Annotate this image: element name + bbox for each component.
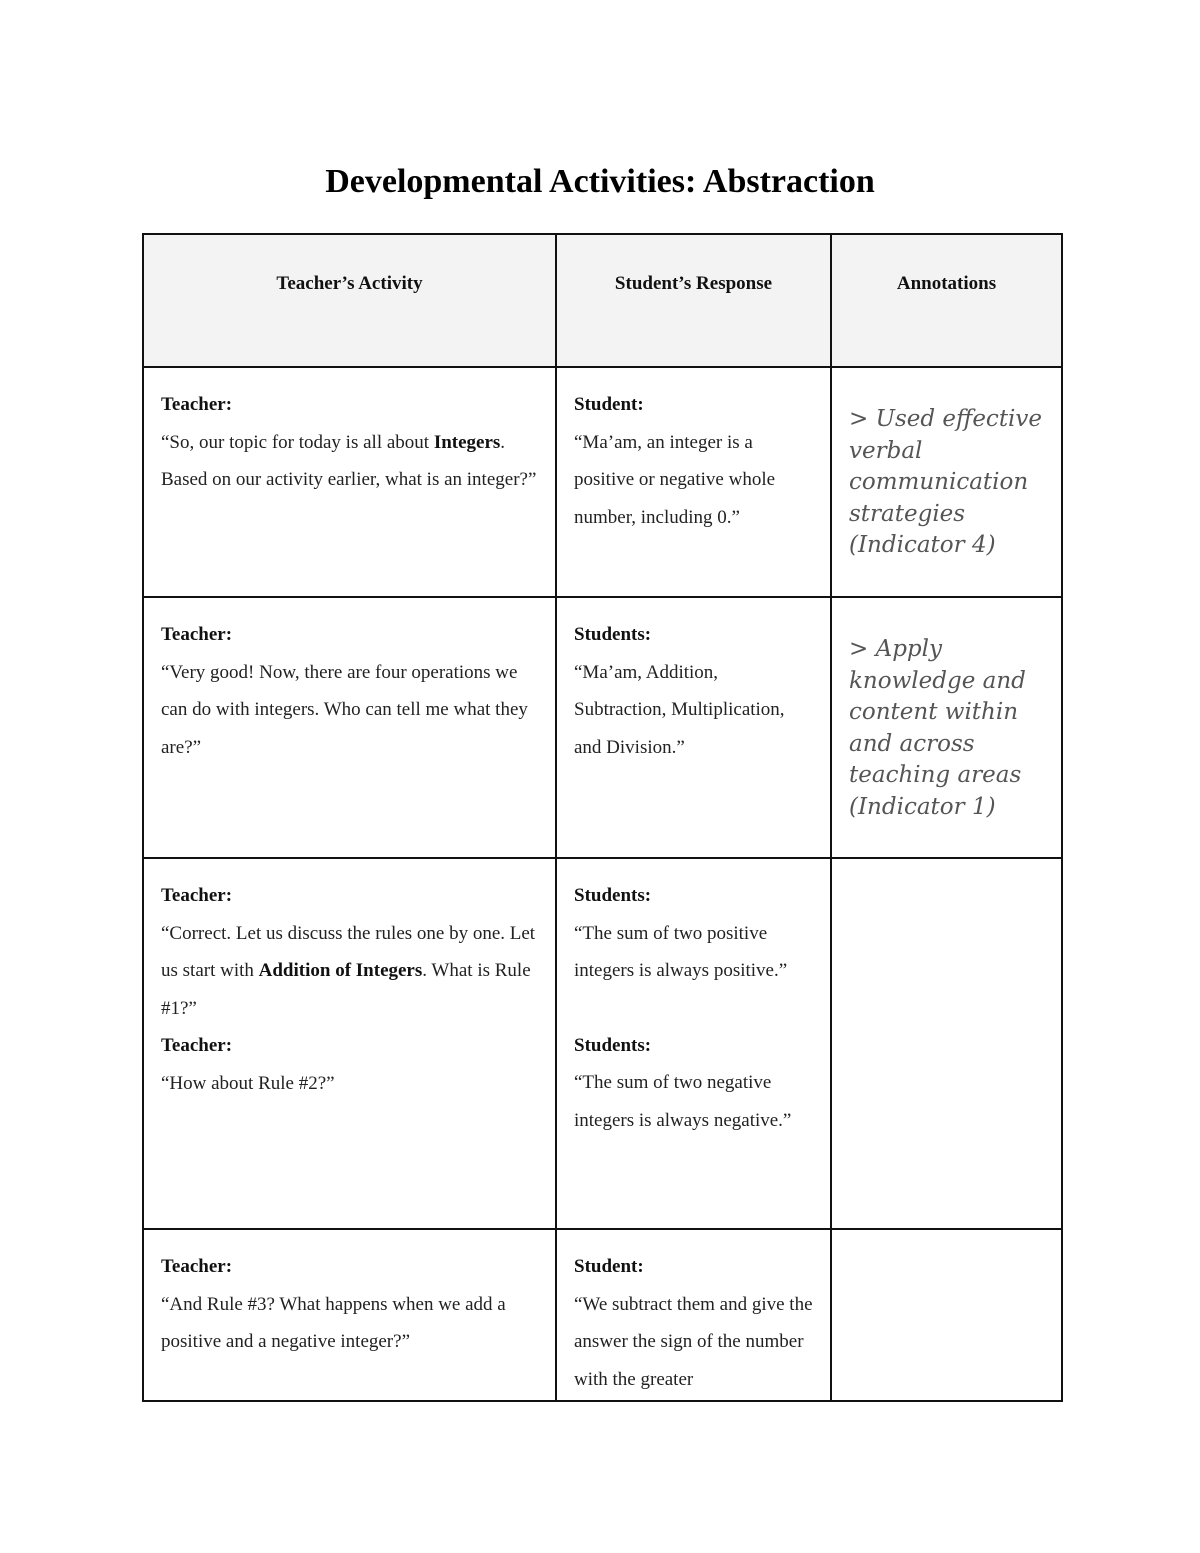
page-title: Developmental Activities: Abstraction [325, 163, 875, 200]
student-cell [556, 1229, 831, 1401]
student-utterance: “The sum of two negative integers is always negative.” [574, 1072, 792, 1131]
teacher-cell [143, 1229, 556, 1401]
emphasis-text: Addition of Integers [258, 960, 423, 981]
annotation-cell [831, 1229, 1062, 1401]
speaker-label: Students: [574, 885, 652, 906]
annotation-cell: > Apply knowledge and content within and across teaching areas (Indicator 1) [831, 597, 1062, 858]
emphasis-text: Integers [433, 431, 501, 453]
speaker-label: Teacher: [161, 624, 233, 645]
student-cell [556, 597, 831, 858]
speaker-label: Students: [574, 1034, 652, 1056]
teacher-cell [143, 597, 556, 858]
speaker-label: Teacher: [161, 1035, 233, 1056]
table-row [143, 858, 1062, 1229]
teacher-cell [143, 858, 556, 1229]
header-students-response: Student’s Response [556, 234, 831, 367]
speaker-label: Students: [574, 624, 652, 645]
table-row [143, 367, 1062, 597]
speaker-label: Student: [574, 394, 644, 415]
student-utterance: “We subtract them and give the answer the sign of the number with the greater [574, 1293, 813, 1390]
speaker-label: Teacher: [161, 394, 233, 415]
student-utterance: “Ma’am, an integer is a positive or negative whole number, including 0.” [574, 431, 776, 528]
teacher-utterance: “And Rule #3? What happens when we add a positive and a negative integer?” [161, 1293, 506, 1352]
speaker-label: Teacher: [161, 1256, 233, 1277]
table-row [143, 1229, 1062, 1401]
annotation-cell [831, 858, 1062, 1229]
teacher-utterance: “How about Rule #2?” [161, 1072, 335, 1094]
activities-table [142, 233, 1063, 1402]
table-row [143, 597, 1062, 858]
teacher-utterance: “Very good! Now, there are four operations we can do with integers. Who can tell me what they are?” [161, 661, 528, 758]
student-utterance: “The sum of two positive integers is always positive.” [574, 922, 788, 981]
student-cell [556, 858, 831, 1229]
speaker-label: Teacher: [161, 885, 233, 906]
teacher-cell [143, 367, 556, 597]
header-annotations: Annotations [831, 234, 1062, 367]
header-teachers-activity: Teacher’s Activity [143, 234, 556, 367]
teacher-utterance: “Correct. Let us discuss the rules one by one. Let us start with Addition of Integers. What is Rule #1?” [161, 922, 536, 1019]
header-row [143, 234, 1062, 367]
speaker-label: Student: [574, 1256, 644, 1277]
student-cell [556, 367, 831, 597]
teacher-utterance: “So, our topic for today is all about Integers. Based on our activity earlier, what is an integer?” [161, 431, 537, 490]
student-utterance: “Ma’am, Addition, Subtraction, Multiplication, and Division.” [574, 661, 785, 758]
annotation-cell: > Used effective verbal communication strategies (Indicator 4) [831, 367, 1062, 597]
